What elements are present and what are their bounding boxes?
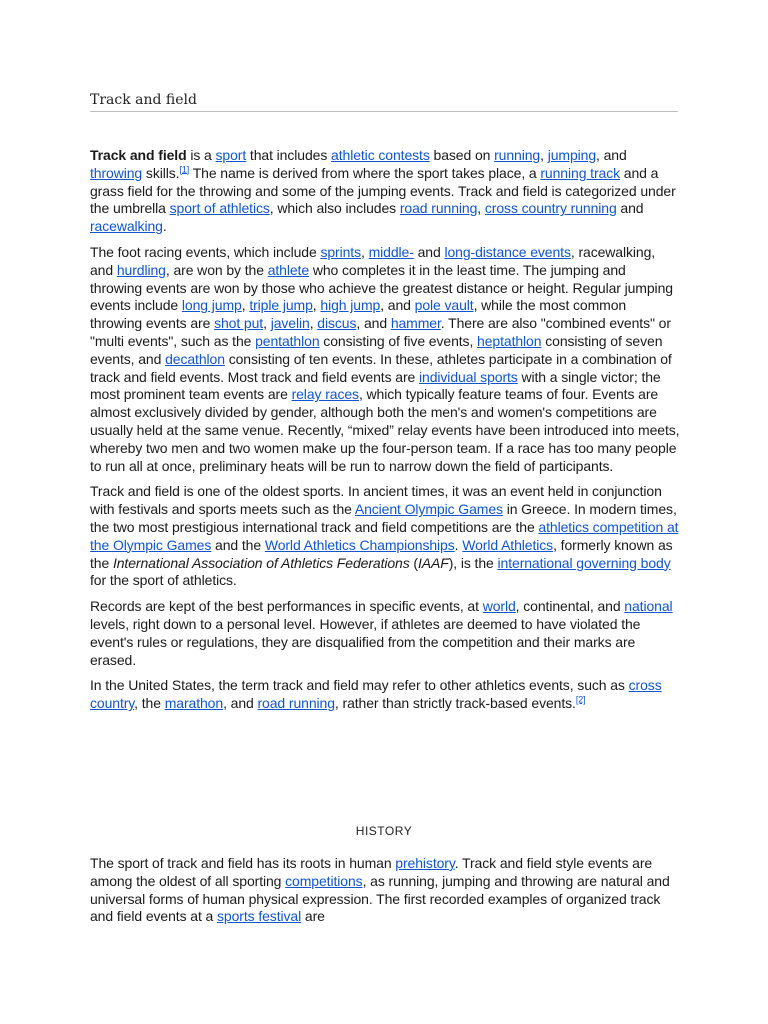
link-sport[interactable]: sport (215, 147, 247, 163)
link-marathon[interactable]: marathon (164, 695, 224, 712)
link-sprints[interactable]: sprints (320, 243, 361, 260)
paragraph-history-intro: Track and field is one of the oldest sports. In ancient times, it was an event held in conjunction with festivals and sports meets such as the Ancient Olympic Games in Greece. In modern times, the two most prestigious international track and field competitions are the athletics competition at the Olympic Games and the World Athletics Championships. World Athletics, formerly known as the International Association of Athletics Federations (IAAF), is the international governing body for the sport of athletics. (90, 483, 679, 589)
link-cross-country-running[interactable]: cross country running (484, 200, 617, 217)
paragraph-prehistory: The sport of track and field has its roots in human prehistory. Track and field style events are among the oldest of all sporting competitions, as running, jumping and throwing are natural and universal forms of human physical expression. The first recorded examples of organized track and field events at a sports festival are (90, 855, 670, 925)
link-long-jump[interactable]: long jump (181, 297, 242, 314)
link-individual-sports[interactable]: individual sports (419, 368, 518, 385)
link-prehistory[interactable]: prehistory (395, 855, 455, 871)
article-body (90, 147, 680, 721)
link-javelin[interactable]: javelin (270, 315, 310, 332)
link-running[interactable]: running (494, 147, 541, 163)
link-decathlon[interactable]: decathlon (165, 350, 225, 367)
link-sport-of-athletics[interactable]: sport of athletics (169, 200, 270, 217)
link-running-track[interactable]: running track (540, 164, 621, 181)
link-pentathlon[interactable]: pentathlon (255, 332, 320, 349)
link-relay-races[interactable]: relay races (291, 386, 359, 403)
link-national[interactable]: national (624, 598, 673, 615)
paragraph-records: Records are kept of the best performances in specific events, at world, continental, and national levels, right down to a personal level. However, if athletes are deemed to have violated the event's rules or regulations, they are disqualified from the competition and their marks are erased. (90, 598, 673, 668)
link-heptathlon[interactable]: heptathlon (477, 332, 542, 349)
history-body (90, 855, 680, 934)
link-long-distance-events[interactable]: long-distance events (444, 243, 571, 260)
link-high-jump[interactable]: high jump (320, 297, 381, 314)
link-world-athletics[interactable]: World Athletics (462, 536, 554, 553)
paragraph-united-states: In the United States, the term track and field may refer to other athletics events, such as cross country, the marathon, and road running, rather than strictly track-based events.[2] (90, 677, 662, 712)
link-road-running-2[interactable]: road running (257, 695, 335, 712)
title-divider (90, 111, 678, 112)
paragraph-events: The foot racing events, which include sprints, middle- and long-distance events, racewalking, and hurdling, are won by the athlete who completes it in the least time. The jumping and throwing events are won by those who achieve the greatest distance or height. Regular jumping events include long jump, triple jump, high jump, and pole vault, while the most common throwing events are shot put, javelin, discus, and hammer. There are also "combined events" or "multi events", such as the pentathlon consisting of five events, heptathlon consisting of seven events, and decathlon consisting of ten events. In these, athletes participate in a combination of track and field events. Most track and field events are individual sports with a single victor; the most prominent team events are relay races, which typically feature teams of four. Events are almost exclusively divided by gender, although both the men's and women's competitions are usually held at the same venue. Recently, “mixed” relay events have been introduced into meets, whereby two men and two women make up the four-person team. If a race has too many people to run all at once, preliminary heats will be run to narrow down the field of participants. (90, 243, 680, 474)
link-competitions[interactable]: competitions (285, 872, 363, 889)
iaaf-full-name: International Association of Athletics Federations (112, 554, 410, 571)
document-title: Track and field (90, 92, 197, 108)
link-hammer[interactable]: hammer (390, 315, 441, 332)
link-pole-vault[interactable]: pole vault (414, 297, 474, 314)
lead-term: Track and field (90, 147, 187, 163)
link-world-athletics-championships[interactable]: World Athletics Championships (264, 536, 455, 553)
link-road-running[interactable]: road running (399, 200, 478, 217)
citation-link-2[interactable]: [2] (575, 694, 586, 705)
link-world[interactable]: world (482, 598, 516, 615)
link-middle-distance[interactable]: middle- (368, 243, 414, 260)
link-throwing[interactable]: throwing (90, 164, 143, 181)
link-hurdling[interactable]: hurdling (116, 261, 166, 278)
section-heading-history: HISTORY (355, 824, 413, 838)
link-racewalking[interactable]: racewalking (90, 218, 163, 235)
link-international-governing-body[interactable]: international governing body (497, 554, 671, 571)
paragraph-intro: Track and field is a sport that includes athletic contests based on running, jumping, and throwing skills.[1] The name is derived from where the sport takes place, a running track and a grass field for the throwing and some of the jumping events. Track and field is categorized under the umbrella sport of athletics, which also includes road running, cross country running and racewalking. (90, 147, 676, 235)
link-ancient-olympic-games[interactable]: Ancient Olympic Games (354, 501, 503, 518)
citation-link-1[interactable]: [1] (179, 164, 190, 175)
link-discus[interactable]: discus (317, 315, 357, 332)
link-shot-put[interactable]: shot put (214, 315, 264, 332)
iaaf-abbrev: IAAF (418, 554, 449, 571)
link-athlete[interactable]: athlete (267, 261, 310, 278)
link-jumping[interactable]: jumping (547, 147, 597, 163)
link-olympic-athletics[interactable]: athletics competition at the Olympic Games (90, 518, 679, 553)
link-triple-jump[interactable]: triple jump (249, 297, 313, 314)
link-athletic-contests[interactable]: athletic contests (331, 147, 430, 163)
link-sports-festival[interactable]: sports festival (217, 908, 302, 925)
link-cross-country[interactable]: cross country (90, 677, 662, 712)
